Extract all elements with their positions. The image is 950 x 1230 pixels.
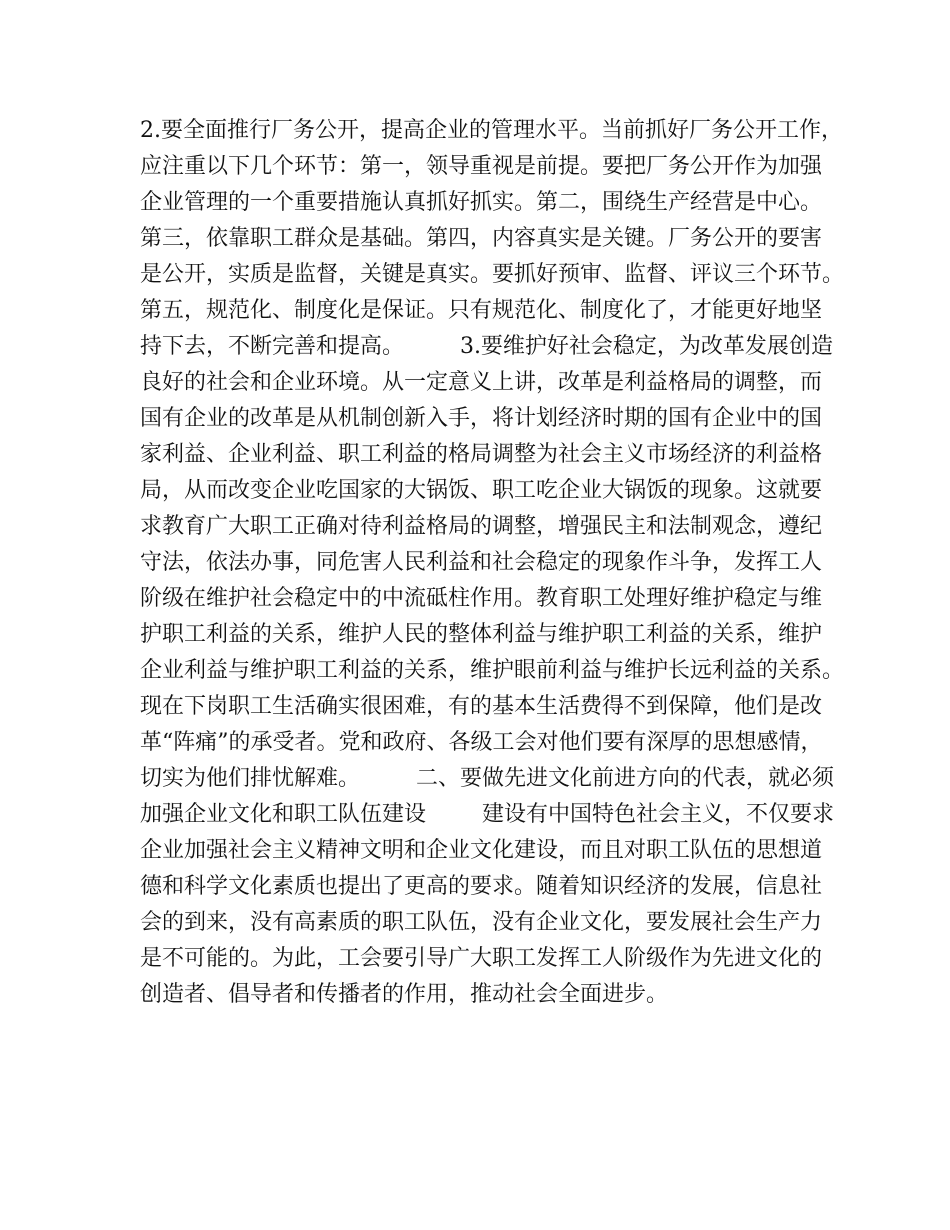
text-line: 革“阵痛”的承受者。党和政府、各级工会对他们要有深厚的思想感情， bbox=[140, 730, 823, 755]
text-line: 切实为他们排忧解难。 二、要做先进文化前进方向的代表，就必须 bbox=[140, 766, 834, 791]
text-line: 会的到来，没有高素质的职工队伍，没有企业文化，要发展社会生产力 bbox=[140, 910, 823, 935]
text-line: 2.要全面推行厂务公开，提高企业的管理水平。当前抓好厂务公开工作， bbox=[140, 118, 843, 143]
text-line: 应注重以下几个环节：第一，领导重视是前提。要把厂务公开作为加强 bbox=[140, 154, 823, 179]
text-line: 国有企业的改革是从机制创新入手，将计划经济时期的国有企业中的国 bbox=[140, 406, 823, 431]
text-line: 局，从而改变企业吃国家的大锅饭、职工吃企业大锅饭的现象。这就要 bbox=[140, 478, 823, 503]
text-line: 良好的社会和企业环境。从一定意义上讲，改革是利益格局的调整，而 bbox=[140, 370, 823, 395]
text-line: 企业利益与维护职工利益的关系，维护眼前利益与维护长远利益的关系。 bbox=[140, 658, 845, 683]
text-line: 持下去，不断完善和提高。 3.要维护好社会稳定，为改革发展创造 bbox=[140, 334, 833, 359]
text-line: 守法，依法办事，同危害人民利益和社会稳定的现象作斗争，发挥工人 bbox=[140, 550, 823, 575]
text-line: 是公开，实质是监督，关键是真实。要抓好预审、监督、评议三个环节。 bbox=[140, 262, 845, 287]
text-line: 创造者、倡导者和传播者的作用，推动社会全面进步。 bbox=[140, 982, 669, 1007]
text-line: 阶级在维护社会稳定中的中流砥柱作用。教育职工处理好维护稳定与维 bbox=[140, 586, 823, 611]
body-text bbox=[140, 113, 845, 1013]
text-line: 第五，规范化、制度化是保证。只有规范化、制度化了，才能更好地坚 bbox=[140, 298, 823, 323]
text-line: 家利益、企业利益、职工利益的格局调整为社会主义市场经济的利益格 bbox=[140, 442, 823, 467]
text-line: 加强企业文化和职工队伍建设 建设有中国特色社会主义，不仅要求 bbox=[140, 802, 834, 827]
text-line: 护职工利益的关系，维护人民的整体利益与维护职工利益的关系，维护 bbox=[140, 622, 823, 647]
text-line: 企业管理的一个重要措施认真抓好抓实。第二，围绕生产经营是中心。 bbox=[140, 190, 823, 215]
text-line: 德和科学文化素质也提出了更高的要求。随着知识经济的发展，信息社 bbox=[140, 874, 823, 899]
text-line: 现在下岗职工生活确实很困难，有的基本生活费得不到保障，他们是改 bbox=[140, 694, 823, 719]
text-line: 是不可能的。为此，工会要引导广大职工发挥工人阶级作为先进文化的 bbox=[140, 946, 823, 971]
text-line: 企业加强社会主义精神文明和企业文化建设，而且对职工队伍的思想道 bbox=[140, 838, 823, 863]
text-line: 求教育广大职工正确对待利益格局的调整，增强民主和法制观念，遵纪 bbox=[140, 514, 823, 539]
text-line: 第三，依靠职工群众是基础。第四，内容真实是关键。厂务公开的要害 bbox=[140, 226, 823, 251]
